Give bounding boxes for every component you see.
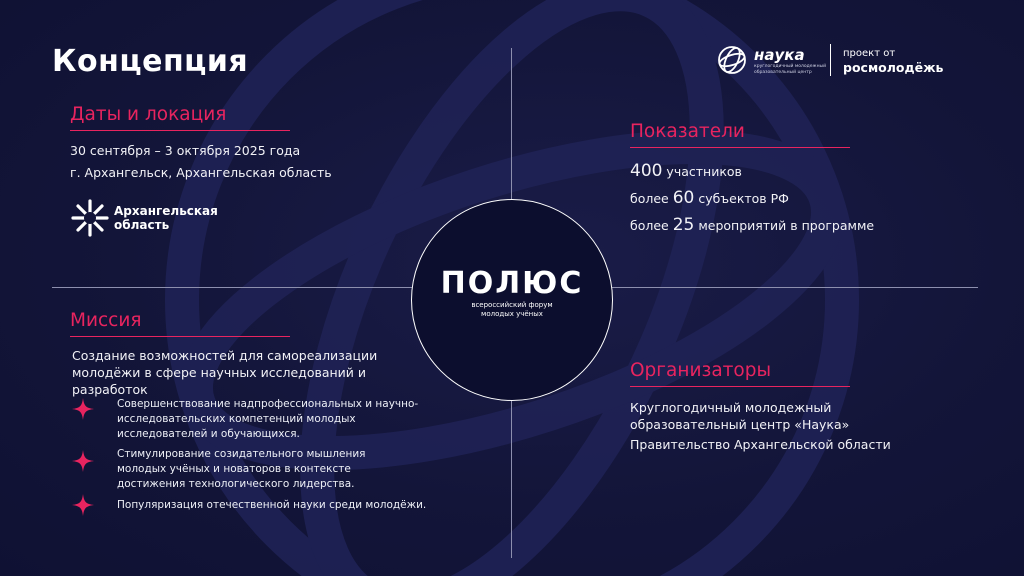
globe-icon	[717, 45, 747, 75]
forum-logo-sub1: всероссийский форум	[471, 301, 553, 309]
logo-separator	[830, 44, 831, 76]
nauka-brand: наука	[754, 46, 805, 64]
metric-text: субъектов РФ	[694, 191, 789, 206]
project-line1: проект от	[843, 48, 896, 59]
forum-logo-text: ПОЛЮС	[440, 266, 584, 301]
sparkle-icon	[72, 398, 94, 420]
divider-vertical-bottom	[511, 398, 512, 558]
region-logo-line2: область	[114, 218, 170, 232]
mission-bullet-1: Совершенствование надпрофессиональных и научно-исследовательских компетенций молодых исследователей и обучающихся.	[117, 398, 419, 440]
organizer-item-2: Правительство Архангельской области	[630, 437, 891, 452]
dates-place: г. Архангельск, Архангельская область	[70, 165, 332, 180]
metric-item-3	[630, 215, 874, 235]
header-logos	[717, 44, 957, 80]
nauka-brand-subtitle: круглогодичный молодежный образовательный центр	[754, 64, 827, 75]
region-logo	[70, 198, 220, 242]
metric-number: 25	[672, 215, 695, 235]
dates-date: 30 сентября – 3 октября 2025 года	[70, 143, 301, 158]
forum-logo-circle	[411, 199, 613, 401]
region-star-icon	[70, 198, 110, 238]
rosmolodezh-logo: росмолодёжь	[843, 60, 944, 75]
metric-prefix: более	[630, 218, 673, 233]
mission-heading: Миссия	[70, 310, 290, 337]
metrics-heading: Показатели	[630, 121, 850, 148]
metric-item-1	[630, 161, 742, 181]
divider-vertical-top	[511, 48, 512, 200]
mission-lead: Создание возможностей для самореализации молодёжи в сфере научных исследований и разработок	[72, 348, 378, 397]
sparkle-icon	[72, 494, 94, 516]
metric-item-2	[630, 188, 789, 208]
sparkle-icon	[72, 450, 94, 472]
divider-horizontal-right	[610, 287, 978, 288]
region-logo-line1: Архангельская	[114, 204, 218, 218]
metric-text: мероприятий в программе	[694, 218, 875, 233]
organizers-heading: Организаторы	[630, 360, 850, 387]
metric-text: участников	[662, 164, 742, 179]
page-title: Концепция	[52, 44, 249, 79]
divider-horizontal-left	[52, 287, 412, 288]
mission-bullet-3: Популяризация отечественной науки среди молодёжи.	[117, 499, 427, 511]
dates-heading: Даты и локация	[70, 104, 290, 131]
organizer-item-1: Круглогодичный молодежный образовательный центр «Наука»	[630, 400, 850, 432]
metric-number: 400	[630, 161, 663, 181]
metric-prefix: более	[630, 191, 673, 206]
mission-bullet-2: Стимулирование созидательного мышления молодых учёных и новаторов в контексте достижения технологического лидерства.	[117, 448, 366, 490]
forum-logo-sub2: молодых учёных	[481, 310, 543, 318]
metric-number: 60	[672, 188, 695, 208]
